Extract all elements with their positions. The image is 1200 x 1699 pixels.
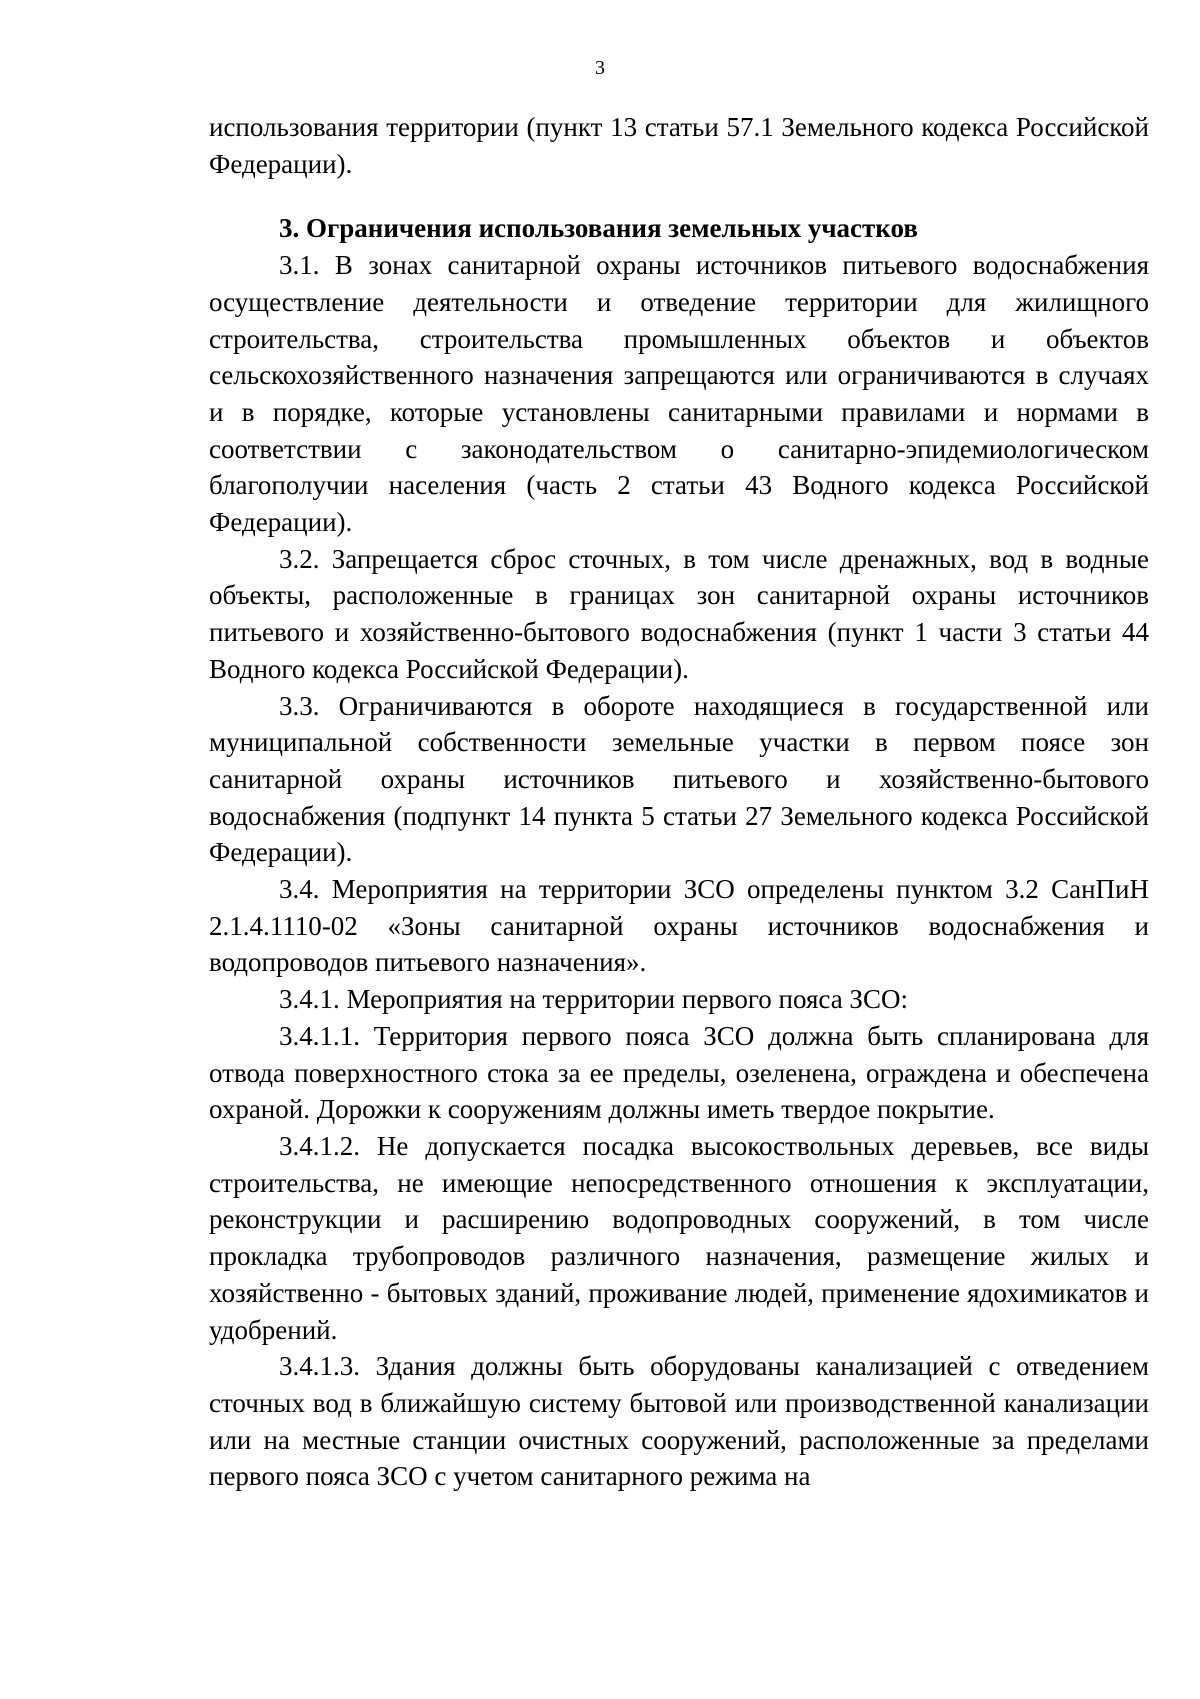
paragraph-3-3: 3.3. Ограничиваются в обороте находящиеся в государственной или муниципальной собственности земельные участки в первом поясе зон санитарной охраны источников питьевого и хозяйственно-бытового водоснабжения (подпункт 14 пункта 5 статьи 27 Земельного кодекса Российской Федерации).: [209, 690, 1149, 868]
paragraph-3-4-1-3: 3.4.1.3. Здания должны быть оборудованы канализацией с отведением сточных вод в ближайшую систему бытовой или производственной канализации или на местные станции очистных сооружений, расположенные за пределами первого пояса ЗСО с учетом санитарного режима на: [209, 1351, 1149, 1492]
section-heading: 3. Ограничения использования земельных участков: [279, 213, 918, 244]
paragraph-3-4: 3.4. Мероприятия на территории ЗСО определены пунктом 3.2 СанПиН 2.1.4.1110-02 «Зоны санитарной охраны источников водоснабжения и водопроводов питьевого назначения».: [209, 874, 1149, 978]
page-number: 3: [595, 57, 605, 79]
paragraph-3-1: 3.1. В зонах санитарной охраны источников питьевого водоснабжения осуществление деятельности и отведение территории для жилищного строительства, строительства промышленных объектов и объектов сельскохозяйственного назначения запрещаются или ограничиваются в случаях и в порядке, которые установлены санитарными правилами и нормами в соответствии с законодательством о санитарно-эпидемиологическом благополучии населения (часть 2 статьи 43 Водного кодекса Российской Федерации).: [209, 250, 1149, 538]
document-body: [209, 109, 1149, 1495]
paragraph-3-4-1-2: 3.4.1.2. Не допускается посадка высокоствольных деревьев, все виды строительства, не имеющие непосредственного отношения к эксплуатации, реконструкции и расширению водопроводных сооружений, в том числе прокладка трубопроводов различного назначения, размещение жилых и хозяйственно - бытовых зданий, проживание людей, применение ядохимикатов и удобрений.: [209, 1130, 1149, 1345]
paragraph-3-4-1-1: 3.4.1.1. Территория первого пояса ЗСО должна быть спланирована для отвода поверхностного стока за ее пределы, озеленена, ограждена и обеспечена охраной. Дорожки к сооружениям должны иметь твердое покрытие.: [209, 1020, 1149, 1125]
paragraph-3-2: 3.2. Запрещается сброс сточных, в том числе дренажных, вод в водные объекты, расположенные в границах зон санитарной охраны источников питьевого и хозяйственно-бытового водоснабжения (пункт 1 части 3 статьи 44 Водного кодекса Российской Федерации).: [209, 543, 1149, 684]
paragraph-continuation: использования территории (пункт 13 статьи 57.1 Земельного кодекса Российской Федерации).: [209, 112, 1149, 179]
paragraph-3-4-1: 3.4.1. Мероприятия на территории первого пояса ЗСО:: [279, 984, 908, 1015]
